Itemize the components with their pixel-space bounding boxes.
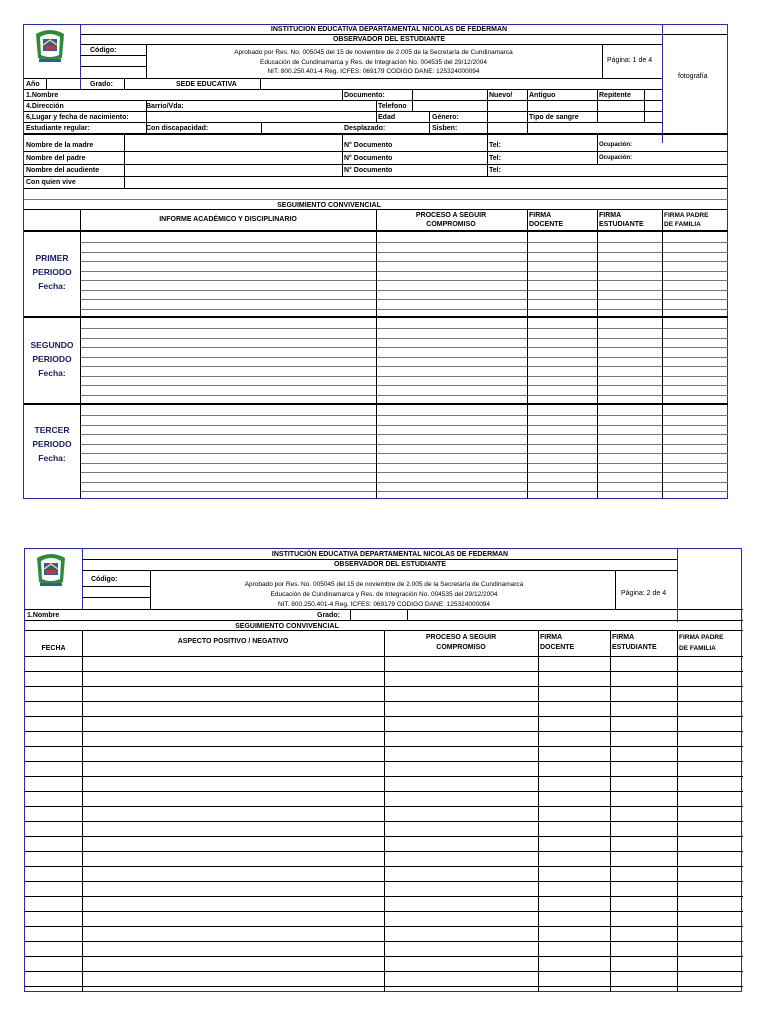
madre-label: Nombre de la madre [26,142,94,149]
anio-label: Año [26,81,40,88]
period-3-line2: PERIODO [32,439,72,449]
divider [25,620,743,621]
page-number: Página: 2 de 4 [621,590,667,597]
school-crest-logo [33,552,69,588]
divider [80,252,728,253]
barrio-label: Barrio/Vda: [146,103,184,110]
grado-label: Grado: [90,81,113,88]
seguimiento-title: SEGUIMIENTO CONVIVENCIAL [277,202,381,209]
direccion-label: 4.Dirección [26,103,64,110]
institution-name: INSTITUCIÓN EDUCATIVA DEPARTAMENTAL NICOLAS DE FEDERMAN [271,551,509,558]
divider [124,78,125,89]
col-firma-docente-1: FIRMA [529,212,552,219]
grado-label: Grado: [317,612,340,619]
divider [350,609,351,620]
divider [82,570,677,571]
divider [261,122,262,133]
antiguo-label: Antiguo [529,92,556,99]
divider [82,559,677,560]
divider [24,176,728,177]
col-aspecto: ASPECTO POSITIVO / NEGATIVO [177,638,289,645]
divider [24,122,662,123]
col-informe: INFORME ACADÉMICO Y DISCIPLINARIO [159,216,297,223]
divider [376,100,377,122]
period-2-line2: PERIODO [32,354,72,364]
divider [146,44,147,78]
institution-name: INSTITUCION EDUCATIVA DEPARTAMENTAL NICOLAS DE FEDERMAN [270,26,508,33]
divider [46,78,47,89]
col-firma-padre-2: DE FAMILIA [679,645,716,652]
approval-line-3: NIT. 800.250.401-4 Reg. ICFES: 069179 CODIGO DANE: 125324000094 [267,68,480,75]
estudiante-regular-label: Estudiante regular: [26,125,90,132]
divider [80,271,728,272]
madre-documento-label: N° Documento [344,142,393,149]
divider [24,89,662,90]
code-label: Código: [90,47,117,54]
col-firma-docente-2: DOCENTE [540,644,575,651]
photo-box-label: fotografía [678,73,708,80]
col-fecha: FECHA [41,645,66,652]
col-firma-estudiante-1: FIRMA [612,634,635,641]
nombre-label: 1.Nombre [26,92,59,99]
telefono-label: Telefono [378,103,407,110]
divider [82,630,83,992]
nombre-label: 1.Nombre [27,612,60,619]
divider [80,44,662,45]
divider [487,133,488,176]
code-label: Código: [91,576,118,583]
divider [80,434,728,435]
divider [80,453,728,454]
divider [80,415,728,416]
divider [24,199,728,200]
col-proceso-1: PROCESO A SEGUIR [415,212,487,219]
period-1-date: Fecha: [38,281,66,291]
tipo-sangre-label: Tipo de sangre [529,114,579,121]
approval-line-1: Aprobado por Res. No. 005045 del 15 de noviembre de 2.005 de la Secretaría de Cundinamarca [244,581,524,588]
divider [615,570,616,609]
divider [527,89,528,133]
divider [80,261,728,262]
madre-tel-label: Tel: [489,142,501,149]
sisben-label: Sisben: [432,125,458,132]
divider [597,133,598,164]
divider [80,491,728,492]
approval-line-1: Aprobado por Res. No. 005045 del 15 de noviembre de 2.005 de la Secretaría de Cundinamarca [234,49,513,56]
sede-label: SEDE EDUCATIVA [176,81,237,88]
divider [80,463,728,464]
divider [25,609,743,610]
period-1-line2: PERIODO [32,267,72,277]
period-2-label [24,338,80,380]
divider [610,630,611,992]
col-firma-estudiante-2: ESTUDIANTE [599,221,644,228]
genero-label: Género: [432,114,459,121]
divider [80,357,728,358]
col-proceso-2: COMPROMISO [436,644,486,651]
padre-label: Nombre del padre [26,155,86,162]
col-proceso-1: PROCESO A SEGUIR [425,634,497,641]
divider [407,609,408,620]
col-firma-estudiante-2: ESTUDIANTE [612,644,657,651]
divider [602,44,603,78]
con-quien-vive-label: Con quien vive [26,179,76,186]
discapacidad-label: Con discapacidad: [146,125,209,132]
period-3-line1: TERCER [34,425,70,435]
divider [662,25,663,143]
divider [487,89,488,133]
school-crest-logo [32,28,68,64]
divider [24,151,728,152]
divider [80,309,728,310]
col-proceso-2: COMPROMISO [426,221,476,228]
nuevo-label: Nuevo/ [489,92,513,99]
acudiente-label: Nombre del acudiente [26,167,100,174]
divider [80,444,728,445]
acudiente-tel-label: Tel: [489,167,501,174]
divider [80,280,728,281]
approval-line-2: Educación de Cundinamarca y Res. de Integración No. 004535 del 29/12/2004 [270,591,498,598]
divider [80,338,728,339]
divider [80,482,728,483]
col-firma-padre-1: FIRMA PADRE [664,212,709,219]
divider [260,78,261,89]
edad-label: Edad [378,114,396,121]
padre-tel-label: Tel: [489,155,501,162]
divider [677,549,678,622]
divider [82,597,150,598]
divider [342,133,343,176]
divider [80,290,728,291]
page-number: Página: 1 de 4 [607,57,653,64]
desplazado-label: Desplazado: [344,125,386,132]
divider [80,242,728,243]
col-firma-padre-2: DE FAMILIA [664,221,701,228]
divider [80,395,728,396]
divider [80,472,728,473]
period-3-date: Fecha: [38,453,66,463]
divider [412,89,413,111]
col-firma-estudiante-1: FIRMA [599,212,622,219]
approval-line-2: Educación de Cundinamarca y Res. de Integración No. 004535 del 29/12/2004 [260,59,487,66]
divider [597,89,598,122]
divider [538,630,539,992]
divider [80,376,728,377]
period-1-line1: PRIMER [35,253,69,263]
divider [82,549,83,609]
divider [80,366,728,367]
divider [429,111,430,133]
divider [80,347,728,348]
divider [80,55,146,56]
divider [24,188,728,189]
divider [24,133,728,135]
divider [80,385,728,386]
divider [662,34,728,35]
period-3-label [24,423,80,465]
divider [80,66,146,67]
divider [80,425,728,426]
col-firma-docente-1: FIRMA [540,634,563,641]
divider [527,209,528,499]
divider [124,133,125,188]
divider [644,89,645,122]
repitente-label: Repitente [599,92,631,99]
form-page-2 [24,548,742,992]
documento-label: Documento: [344,92,385,99]
divider [80,328,728,329]
seguimiento-title: SEGUIMIENTO CONVIVENCIAL [235,623,339,630]
col-firma-padre-1: FIRMA PADRE [679,634,724,641]
madre-ocupacion-label: Ocupación: [599,142,633,148]
form-title: OBSERVADOR DEL ESTUDIANTE [332,36,445,43]
divider [150,570,151,609]
divider [80,209,81,499]
divider [82,586,150,587]
divider [597,209,598,499]
padre-ocupacion-label: Ocupación: [599,155,633,161]
lugar-label: 6,Lugar y fecha de nacimiento: [26,114,129,121]
divider [146,100,147,133]
divider [384,630,385,992]
col-firma-docente-2: DOCENTE [529,221,564,228]
divider [24,111,662,112]
divider [24,164,728,165]
divider [24,100,662,101]
acudiente-documento-label: N° Documento [344,167,393,174]
period-2-line1: SEGUNDO [30,340,74,350]
divider [80,34,662,35]
period-2-date: Fecha: [38,368,66,378]
form-title: OBSERVADOR DEL ESTUDIANTE [333,561,446,568]
divider [662,209,663,499]
form-page-1 [23,24,728,499]
padre-documento-label: N° Documento [344,155,393,162]
divider [376,209,377,499]
divider [342,89,343,100]
period-1-label [24,251,80,293]
approval-line-3: NIT. 800.250.401-4 Reg. ICFES: 069179 CODIGO DANE: 125324000094 [277,601,491,608]
divider [80,299,728,300]
divider [677,630,678,992]
divider [24,78,662,79]
